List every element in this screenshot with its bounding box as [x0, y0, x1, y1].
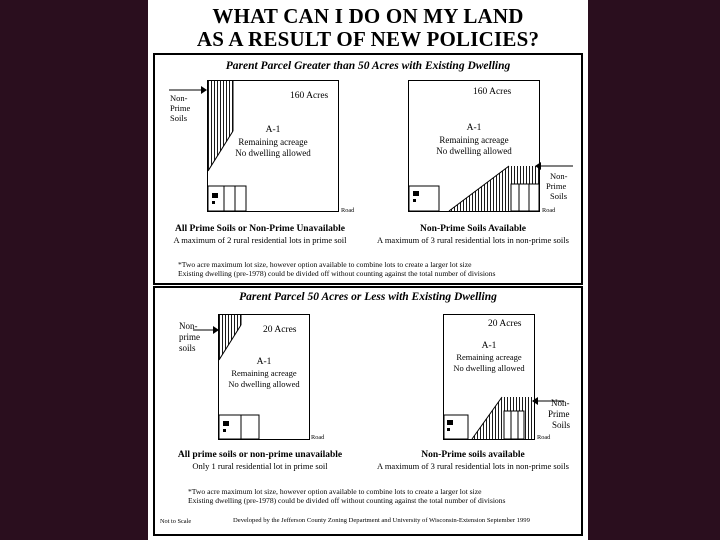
non-prime-label-line1: Non- [179, 321, 198, 331]
slide-title-line2: AS A RESULT OF NEW POLICIES? [196, 27, 540, 51]
parcel-acres: 160 Acres [290, 91, 329, 101]
scale-note: Not to Scale [160, 518, 192, 525]
non-prime-label-line3: Soils [170, 113, 188, 123]
parcel-square [443, 314, 535, 440]
no-dwelling: No dwelling allowed [453, 363, 525, 373]
no-dwelling: No dwelling allowed [436, 146, 512, 156]
non-prime-label-line3: Soils [550, 191, 568, 201]
panel-title: Parent Parcel 50 Acres or Less with Existing Dwelling [239, 291, 497, 303]
zone-label: A-1 [466, 123, 482, 133]
parcel-acres: 160 Acres [473, 87, 512, 97]
parcel-square [218, 314, 310, 440]
non-prime-label-line1: Non- [170, 93, 188, 103]
slide [148, 0, 588, 540]
scenario-subcaption: Only 1 rural residential lot in prime soil [192, 461, 328, 471]
credit-line: Developed by the Jefferson County Zoning Department and University of Wisconsin-Extension September 1999 [233, 517, 530, 524]
no-dwelling: No dwelling allowed [235, 148, 311, 158]
note-lot-size: *Two acre maximum lot size, however option available to combine lots to create a larger lot size [188, 487, 482, 496]
arrow-icon [167, 85, 207, 95]
panel-over-50-acres [153, 53, 583, 285]
non-prime-label-line1: Non- [551, 398, 570, 408]
remaining-acreage: Remaining acreage [231, 368, 297, 378]
road-label: Road [537, 434, 551, 441]
panel-50-acres-or-less [153, 286, 583, 536]
non-prime-label-line1: Non- [550, 171, 568, 181]
non-prime-label-line3: Soils [552, 420, 571, 430]
scenario-subcaption: A maximum of 3 rural residential lots in non-prime soils [377, 235, 569, 245]
remaining-acreage: Remaining acreage [439, 135, 509, 145]
arrow-icon [535, 161, 575, 171]
non-prime-label-line2: Prime [548, 409, 570, 419]
parcel-square [408, 80, 540, 212]
parcel-acres: 20 Acres [488, 319, 522, 329]
zone-label: A-1 [481, 341, 497, 351]
scenario-subcaption: A maximum of 2 rural residential lots in prime soil [173, 235, 347, 245]
scenario-caption: Non-Prime Soils Available [420, 224, 526, 234]
scenario-caption: All Prime Soils or Non-Prime Unavailable [174, 224, 346, 234]
road-label: Road [542, 207, 556, 214]
zone-label: A-1 [265, 125, 281, 135]
non-prime-label-line2: Prime [546, 181, 567, 191]
note-lot-size: *Two acre maximum lot size, however option available to combine lots to create a larger lot size [178, 260, 472, 269]
slide-title-line1: WHAT CAN I DO ON MY LAND [212, 4, 524, 28]
zone-label: A-1 [256, 357, 272, 367]
non-prime-hatch-region [444, 315, 534, 439]
remaining-acreage: Remaining acreage [238, 137, 308, 147]
scenario-caption: Non-Prime soils available [421, 450, 525, 460]
road-label: Road [311, 434, 325, 441]
panel-title: Parent Parcel Greater than 50 Acres with Existing Dwelling [225, 60, 511, 72]
non-prime-label-line2: prime [179, 332, 200, 342]
parcel-acres: 20 Acres [263, 325, 297, 335]
scenario-caption: All prime soils or non-prime unavailable [177, 450, 343, 460]
scenario-subcaption: A maximum of 3 rural residential lots in non-prime soils [377, 461, 569, 471]
parcel-square [207, 80, 339, 212]
arrow-icon [191, 325, 219, 335]
no-dwelling: No dwelling allowed [228, 379, 300, 389]
note-existing-dwelling: Existing dwelling (pre-1978) could be divided off without counting against the total number of divisions [178, 269, 496, 278]
non-prime-label-line2: Prime [170, 103, 191, 113]
non-prime-label-line3: soils [179, 343, 196, 353]
remaining-acreage: Remaining acreage [456, 352, 522, 362]
road-label: Road [341, 207, 355, 214]
note-existing-dwelling: Existing dwelling (pre-1978) could be divided off without counting against the total number of divisions [188, 496, 506, 505]
